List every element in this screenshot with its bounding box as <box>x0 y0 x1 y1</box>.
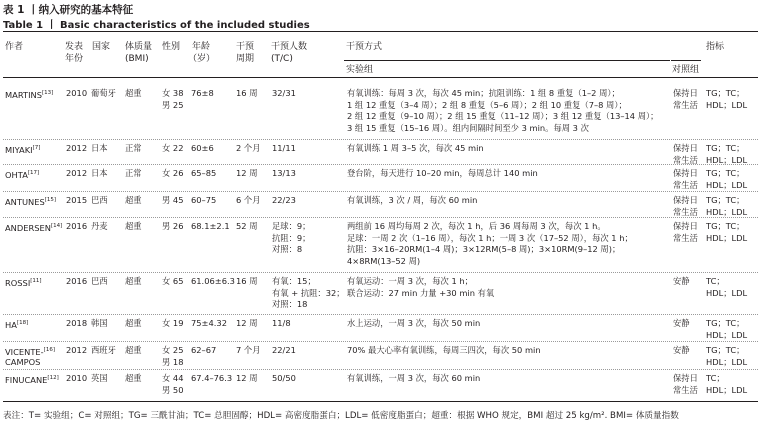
row-divider <box>3 164 758 165</box>
cell-exp: 有氧运动：一周 3 次，每次 1 h； <box>347 276 473 286</box>
cell-ctrl: 保持日 <box>673 221 698 231</box>
cell-ctrl: 常生活 <box>673 99 698 110</box>
cell-exp: 有氧训练：每周 3 次，每次 45 min；抗阻训练：1 组 8 重复（1–2 周）； <box>347 88 620 98</box>
cell-country: 巴西 <box>91 195 108 205</box>
cell-exp: 4×8RM(13–52 周) <box>347 255 421 266</box>
cell-ctrl: 安静 <box>673 276 690 286</box>
cell-author-cont: CAMPOS <box>5 356 41 367</box>
cell-author-ref: [11] <box>30 278 42 284</box>
cell-year: 2012 <box>66 143 88 153</box>
cell-age: 60±6 <box>191 143 214 153</box>
cell-period: 52 周 <box>236 221 258 231</box>
cell-author-ref: [18] <box>16 320 29 326</box>
cell-age: 61.06±6.3 <box>191 276 235 286</box>
header-method: 干预方式 <box>346 42 383 52</box>
cell-indicator: TG；TC； <box>706 168 745 178</box>
cell-year: 2010 <box>66 88 88 98</box>
cell-author-ref: [15] <box>44 197 57 203</box>
cell-ctrl: 保持日 <box>673 195 698 205</box>
ctrl-subrule <box>671 60 701 61</box>
cell-sex: 女 19 <box>162 318 184 328</box>
cell-age: 75±4.32 <box>191 318 227 328</box>
cell-ctrl: 常生活 <box>673 154 698 165</box>
cell-n: 50/50 <box>272 373 296 383</box>
cell-author-ref: [17] <box>27 170 40 176</box>
cell-country: 葡萄牙 <box>91 88 116 98</box>
cell-period: 6 个月 <box>236 195 261 205</box>
cell-ctrl: 安静 <box>673 318 690 328</box>
row-divider <box>3 272 758 273</box>
cell-bmi: 正常 <box>125 168 142 178</box>
cell-year: 2012 <box>66 168 88 178</box>
cell-age: 60–75 <box>191 195 217 205</box>
cell-indicator: HDL；LDL <box>706 384 748 395</box>
cell-indicator: TG；TC； <box>706 318 745 328</box>
cell-n: 11/8 <box>272 318 291 328</box>
cell-period: 2 个月 <box>236 143 261 153</box>
cell-author <box>5 143 40 157</box>
cell-sex: 女 25 <box>162 345 184 355</box>
cell-n: 22/21 <box>272 345 296 355</box>
cell-sex: 男 18 <box>162 356 184 367</box>
header-ctrl: 对照组 <box>672 65 700 75</box>
cell-exp: 3 组 15 重复（15–16 周）。组内间隔时间至少 3 min。每周 3 次 <box>347 122 589 133</box>
cell-author <box>5 318 28 332</box>
header-author: 作者 <box>5 42 24 52</box>
cell-bmi: 超重 <box>125 221 142 231</box>
cell-sex: 女 65 <box>162 276 184 286</box>
cell-author <box>5 168 39 182</box>
header-year-2: 年份 <box>65 54 84 64</box>
cell-year: 2015 <box>66 195 88 205</box>
cell-sex: 女 26 <box>162 168 184 178</box>
cell-author <box>5 88 53 102</box>
cell-n: 13/13 <box>272 168 296 178</box>
cell-exp: 登台阶，每天进行 10–20 min，每周总计 140 min <box>347 168 538 178</box>
header-period-1: 干预 <box>236 42 255 52</box>
header-sex: 性别 <box>162 42 181 52</box>
cell-indicator: TG；TC； <box>706 88 745 98</box>
header-bmi-1: 体质量 <box>125 42 153 52</box>
cell-year: 2010 <box>66 373 88 383</box>
header-n-2: (T/C) <box>271 54 293 64</box>
header-period-2: 周期 <box>236 54 255 64</box>
cell-author <box>5 195 56 209</box>
cell-n: 对照：8 <box>272 244 303 254</box>
cell-author <box>5 221 62 235</box>
cell-country: 巴西 <box>91 276 108 286</box>
cell-n: 有氧：15； <box>272 276 316 286</box>
cell-bmi: 超重 <box>125 195 142 205</box>
cell-country: 日本 <box>91 143 108 153</box>
cell-sex: 女 22 <box>162 143 184 153</box>
cell-bmi: 超重 <box>125 373 142 383</box>
cell-sex: 男 26 <box>162 221 184 231</box>
cell-country: 丹麦 <box>91 221 108 231</box>
cell-n: 抗阻：9； <box>272 232 311 243</box>
row-divider <box>3 217 758 218</box>
cell-sex: 男 25 <box>162 99 184 110</box>
cell-n: 11/11 <box>272 143 296 153</box>
cell-ctrl: 保持日 <box>673 88 698 98</box>
row-divider <box>3 191 758 192</box>
table-note-text: 表注：T= 实验组；C= 对照组；TG= 三酰甘油；TC= 总胆固醇；HDL= 高密度脂蛋白；LDL= 低密度脂蛋白；超重：根据 WHO 规定，BMI 超过 25 kg/m². BMI= 体质量指数 <box>3 411 679 421</box>
cell-author-name: MARTINS <box>5 90 42 100</box>
bottom-rule <box>3 401 758 402</box>
table-title-en: Table 1 丨 Basic characteristics of the included studies <box>3 20 310 31</box>
cell-age: 65–85 <box>191 168 217 178</box>
method-subrule <box>344 60 670 61</box>
cell-country: 日本 <box>91 168 108 178</box>
cell-author: VICENTE-[16] <box>5 347 55 357</box>
cell-year: 2018 <box>66 318 88 328</box>
cell-year: 2012 <box>66 345 88 355</box>
cell-author-name: ANTUNES <box>5 197 45 207</box>
row-divider <box>3 314 758 315</box>
cell-indicator: TC； <box>706 276 725 286</box>
cell-ctrl: 常生活 <box>673 232 698 243</box>
table-title-cn: 表 1 丨纳入研究的基本特征 <box>3 4 134 16</box>
cell-indicator: HDL；LDL <box>706 287 748 298</box>
cell-ctrl: 保持日 <box>673 143 698 153</box>
cell-n: 22/23 <box>272 195 296 205</box>
cell-author-ref: [7] <box>32 145 41 151</box>
cell-age: 67.4–76.3 <box>191 373 233 383</box>
cell-ctrl: 安静 <box>673 345 690 355</box>
cell-author-name: ANDERSEN <box>5 223 51 233</box>
cell-sex: 女 44 <box>162 373 184 383</box>
cell-author-name: ROSSI <box>5 278 31 288</box>
cell-indicator: TG；TC； <box>706 345 745 355</box>
header-age-2: （岁） <box>188 54 216 64</box>
cell-period: 16 周 <box>236 88 258 98</box>
cell-sex: 男 45 <box>162 195 184 205</box>
cell-indicator: HDL；LDL <box>706 206 748 217</box>
cell-author-name: OHTA <box>5 170 28 180</box>
cell-indicator: HDL；LDL <box>706 154 748 165</box>
cell-sex: 男 50 <box>162 384 184 395</box>
header-year-1: 发表 <box>65 42 84 52</box>
cell-n: 有氧 + 抗阻：32； <box>272 287 345 298</box>
cell-indicator: TG；TC； <box>706 195 745 205</box>
cell-indicator: TG；TC； <box>706 221 745 231</box>
cell-author <box>5 373 59 387</box>
top-rule <box>3 31 758 32</box>
cell-indicator: HDL；LDL <box>706 232 748 243</box>
cell-age: 76±8 <box>191 88 214 98</box>
table-note <box>3 409 679 421</box>
cell-bmi: 超重 <box>125 318 142 328</box>
cell-year: 2016 <box>66 221 88 231</box>
cell-indicator: HDL；LDL <box>706 329 748 340</box>
cell-indicator: TG；TC； <box>706 143 745 153</box>
cell-bmi: 超重 <box>125 345 142 355</box>
cell-indicator: HDL；LDL <box>706 179 748 190</box>
header-rule <box>3 77 758 78</box>
cell-author-name: HA <box>5 320 17 330</box>
header-indicator: 指标 <box>706 42 725 52</box>
cell-author-ref: [13] <box>41 90 54 96</box>
row-divider <box>3 369 758 370</box>
cell-age: 62–67 <box>191 345 217 355</box>
cell-n: 对照：18 <box>272 299 308 309</box>
cell-year: 2016 <box>66 276 88 286</box>
cell-author-name: FINUCANE <box>5 375 48 385</box>
cell-author-ref: [14] <box>51 223 63 229</box>
cell-exp: 两组前 16 周均每周 2 次，每次 1 h，后 36 周每周 3 次，每次 1 h。 <box>347 221 606 231</box>
cell-exp: 足球：一周 2 次（1–16 周），每次 1 h；一周 3 次（17–52 周），每次 1 h； <box>347 232 633 243</box>
cell-country: 韩国 <box>91 318 108 328</box>
cell-bmi: 正常 <box>125 143 142 153</box>
cell-author-ref: [16] <box>43 347 55 353</box>
cell-indicator: HDL；LDL <box>706 356 748 367</box>
cell-period: 7 个月 <box>236 345 261 355</box>
cell-exp: 有氧训练，3 次 / 周，每次 60 min <box>347 195 478 205</box>
header-n-1: 干预人数 <box>271 42 308 52</box>
cell-period: 12 周 <box>236 168 258 178</box>
cell-period: 12 周 <box>236 318 258 328</box>
cell-period: 16 周 <box>236 276 258 286</box>
cell-n: 32/31 <box>272 88 296 98</box>
cell-bmi: 超重 <box>125 276 142 286</box>
cell-age: 68.1±2.1 <box>191 221 230 231</box>
cell-country: 西班牙 <box>91 345 116 355</box>
cell-sex: 女 38 <box>162 88 184 98</box>
cell-ctrl: 保持日 <box>673 168 698 178</box>
cell-exp: 水上运动，一周 3 次，每次 50 min <box>347 318 481 328</box>
cell-n: 足球：9； <box>272 221 311 231</box>
cell-indicator: HDL；LDL <box>706 99 748 110</box>
cell-exp: 1 组 12 重复（3–4 周）；2 组 8 重复（5–6 周）；2 组 10 重复（7–8 周）； <box>347 99 627 110</box>
cell-period: 12 周 <box>236 373 258 383</box>
cell-author-ref: [12] <box>47 375 59 381</box>
cell-indicator: TC； <box>706 373 725 383</box>
row-divider <box>3 139 758 140</box>
header-exp: 实验组 <box>346 65 374 75</box>
header-age-1: 年龄 <box>192 42 211 52</box>
cell-ctrl: 常生活 <box>673 179 698 190</box>
cell-ctrl: 保持日 <box>673 373 698 383</box>
cell-ctrl: 常生活 <box>673 206 698 217</box>
cell-exp: 2 组 12 重复（9–10 周）；2 组 15 重复（11–12 周）；3 组 12 重复（13–14 周）； <box>347 111 659 121</box>
header-country: 国家 <box>92 42 111 52</box>
cell-exp: 联合运动：27 min 力量 +30 min 有氧 <box>347 287 495 298</box>
cell-author-name: MIYAKI <box>5 145 33 155</box>
cell-exp: 有氧训练，一周 3 次，每次 60 min <box>347 373 481 383</box>
cell-ctrl: 常生活 <box>673 384 698 395</box>
cell-exp: 抗阻：3×16–20RM(1–4 周)；3×12RM(5–8 周)；3×10RM(9–12 周)； <box>347 244 621 254</box>
row-divider <box>3 341 758 342</box>
cell-bmi: 超重 <box>125 88 142 98</box>
cell-country: 英国 <box>91 373 108 383</box>
header-bmi-2: (BMI) <box>125 54 149 64</box>
cell-exp: 有氧训练 1 周 3–5 次，每次 45 min <box>347 143 484 153</box>
cell-exp: 70% 最大心率有氧训练，每周三四次，每次 50 min <box>347 345 541 355</box>
cell-author <box>5 276 42 290</box>
